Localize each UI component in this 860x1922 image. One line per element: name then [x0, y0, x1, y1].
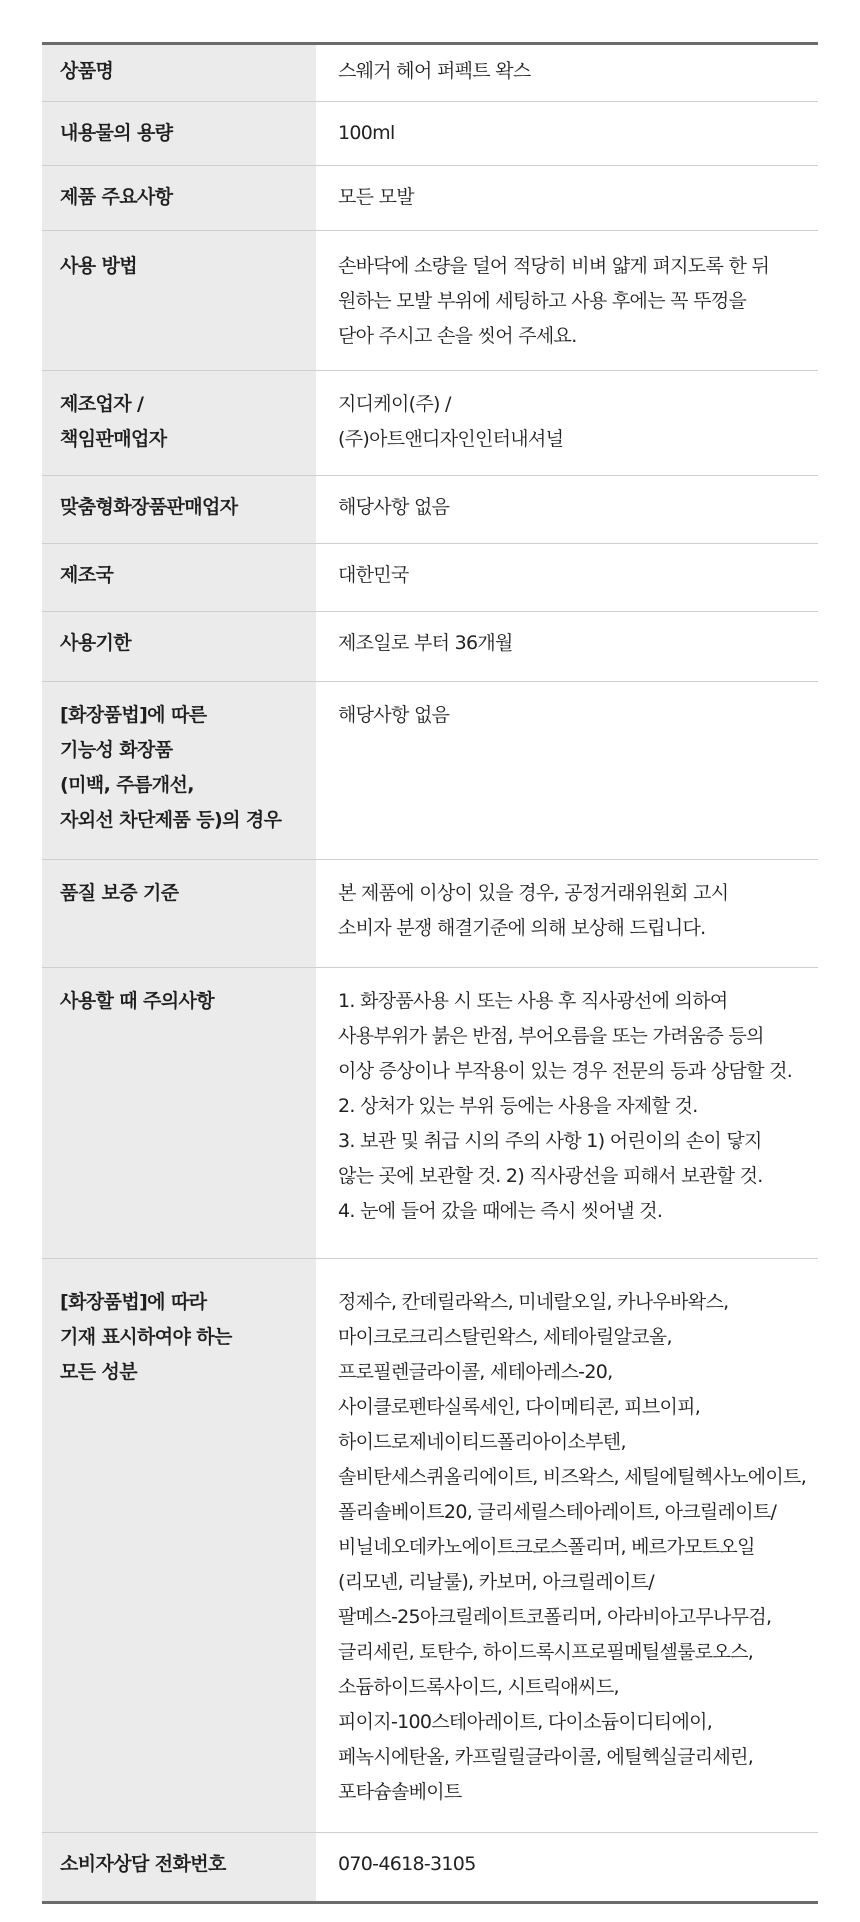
row-value: 본 제품에 이상이 있을 경우, 공정거래위원회 고시 소비자 분쟁 해결기준에 의해 보상해 드립니다. — [338, 882, 729, 939]
row-value: 모든 모발 — [338, 186, 414, 208]
row-label: 내용물의 용량 — [42, 102, 316, 165]
product-info-table — [42, 42, 818, 1904]
row-label: 상품명 — [42, 45, 316, 101]
row-value: 1. 화장품사용 시 또는 사용 후 직사광선에 의하여 사용부위가 붉은 반점, 부어오름을 또는 가려움증 등의 이상 증상이나 부작용이 있는 경우 전문의 등과 상담할 것. 2. 상처가 있는 부위 등에는 사용을 자제할 것. 3. 보관 및 취급 시의 주의 사항 1) 어린이의 손이 닿지 않는 곳에 보관할 것. 2) 직사광선을 피해서 보관할 것. 4. 눈에 들어 갔을 때에는 즉시 씻어낼 것. — [338, 990, 793, 1222]
row-value: 해당사항 없음 — [338, 496, 450, 518]
row-volume — [42, 102, 818, 166]
row-key-specs — [42, 166, 818, 231]
row-ingredients — [42, 1259, 818, 1833]
row-label: 사용 방법 — [42, 231, 316, 370]
row-label: 제품 주요사항 — [42, 166, 316, 230]
row-value: 100ml — [338, 122, 395, 144]
row-functional-cosmetics — [42, 682, 818, 860]
row-label: 소비자상담 전화번호 — [42, 1833, 316, 1901]
row-manufacturer — [42, 371, 818, 476]
row-product-name — [42, 45, 818, 102]
row-precautions — [42, 968, 818, 1259]
row-label: 제조업자 / 책임판매업자 — [42, 371, 316, 475]
row-country — [42, 544, 818, 612]
row-value: 손바닥에 소량을 덜어 적당히 비벼 얇게 펴지도록 한 뒤 원하는 모발 부위에 세팅하고 사용 후에는 꼭 뚜껑을 닫아 주시고 손을 씻어 주세요. — [338, 255, 770, 347]
row-value: 대한민국 — [338, 564, 409, 586]
row-label: 사용할 때 주의사항 — [42, 968, 316, 1258]
row-value: 정제수, 칸데릴라왁스, 미네랄오일, 카나우바왁스, 마이크로크리스탈린왁스, 세테아릴알코올, 프로필렌글라이콜, 세테아레스-20, 사이클로펜타실록세인, 다이메티콘, 피브이피, 하이드로제네이티드폴리아이소부텐, 솔비탄세스퀴올리에이트, 비즈왁스, 세틸에틸헥사노에이트, 폴리솔베이트20, 글리세릴스테아레이트, 아크릴레이트/ 비닐네오데카노에이트크로스폴리머, 베르가모트오일 (리모넨, 리날룰), 카보머, 아크릴레이트/ 팔메스-25아크릴레이트코폴리머, 아라비아고무나무검, 글리세린, 토탄수, 하이드록시프로필메틸셀룰로오스, 소듐하이드록사이드, 시트릭애씨드, 피이지-100스테아레이트, 다이소듐이디티에이, 페녹시에탄올, 카프릴릴글라이콜, 에틸헥실글리세린, 포타슘솔베이트 — [338, 1291, 807, 1803]
row-value: 해당사항 없음 — [338, 704, 450, 726]
row-customer-phone — [42, 1833, 818, 1901]
row-label: [화장품법]에 따른 기능성 화장품 (미백, 주름개선, 자외선 차단제품 등)의 경우 — [42, 682, 316, 859]
row-value: 지디케이(주) / (주)아트앤디자인인터내셔널 — [338, 393, 564, 450]
row-quality-guarantee — [42, 860, 818, 968]
row-label: 맞춤형화장품판매업자 — [42, 476, 316, 543]
row-value: 제조일로 부터 36개월 — [338, 632, 513, 654]
row-expiry — [42, 612, 818, 682]
row-value: 스웨거 헤어 퍼펙트 왁스 — [338, 60, 531, 82]
row-label: [화장품법]에 따라 기재 표시하여야 하는 모든 성분 — [42, 1259, 316, 1832]
row-label: 사용기한 — [42, 612, 316, 681]
row-label: 품질 보증 기준 — [42, 860, 316, 967]
row-custom-seller — [42, 476, 818, 544]
row-usage — [42, 231, 818, 371]
row-label: 제조국 — [42, 544, 316, 611]
row-value: 070-4618-3105 — [338, 1853, 476, 1875]
